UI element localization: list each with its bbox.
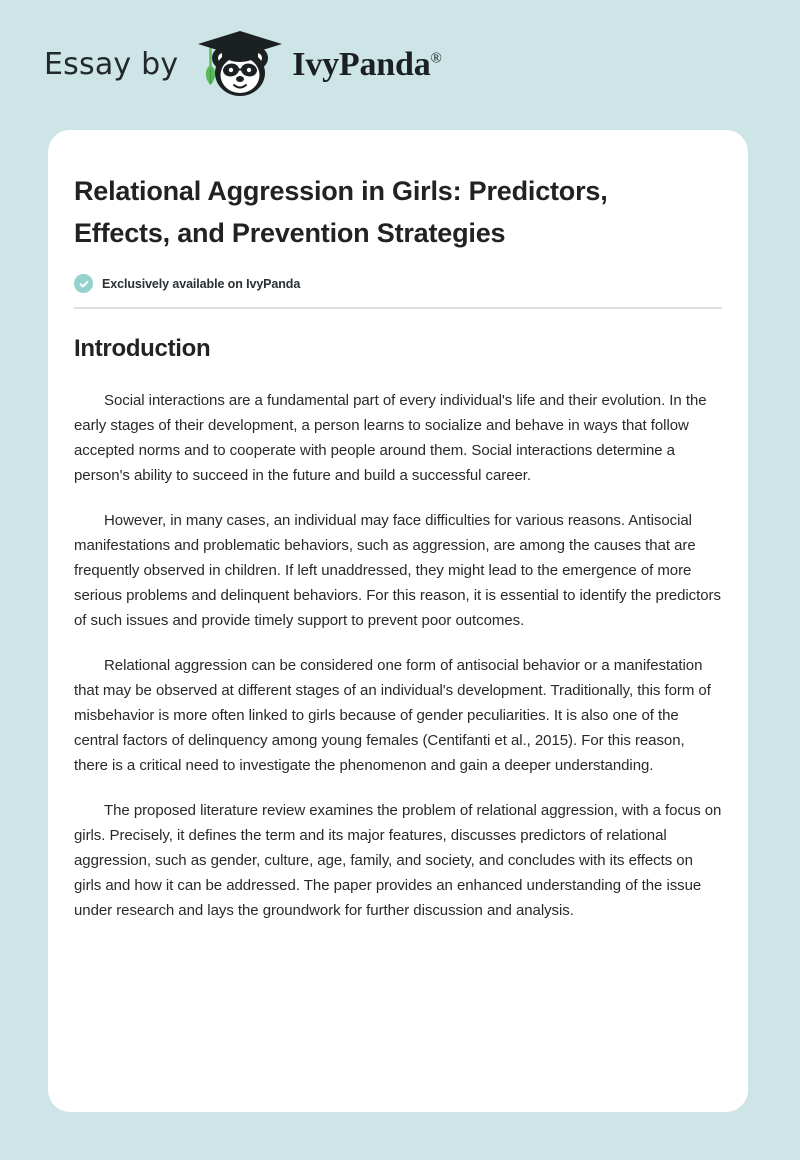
ivypanda-panda-graduate-logo-icon [194,29,286,101]
essay-paper-card [48,130,748,1112]
wordmark-text: IvyPanda [292,46,431,83]
essay-by-label: Essay by [44,47,179,82]
ivypanda-logo-link[interactable] [194,29,441,101]
status-badge [74,274,722,293]
paragraph: Relational aggression can be considered one form of antisocial behavior or a manifestation that may be observed at different stages of an individual's development. Traditionally, this form of misbehavior is more often linked to girls because of gender peculiarities. It is also one of the central factors of delinquency among young females (Centifanti et al., 2015). For this reason, there is a critical need to investigate the phenomenon and gain a deeper understanding. [74,656,711,774]
check-circle-icon [74,274,93,293]
status-badge-label: Exclusively available on IvyPanda [102,276,301,291]
paragraph: The proposed literature review examines the problem of relational aggression, with a focus on girls. Precisely, it defines the term and its major features, discusses predictors of relational aggression, such as gender, culture, age, family, and society, and concludes with its effects on girls and how it can be addressed. The paper provides an enhanced understanding of the issue under research and lays the groundwork for further discussion and analysis. [74,801,722,919]
page-title: Relational Aggression in Girls: Predictors, Effects, and Prevention Strategies [74,176,608,248]
divider [74,307,722,309]
paragraph: However, in many cases, an individual may face difficulties for various reasons. Antisocial manifestations and problematic behaviors, such as aggression, are among the causes that are frequently observed in children. If left unaddressed, they might lead to the emergence of more serious problems and delinquent behaviors. For this reason, it is essential to identify the predictors of such issues and provide timely support to prevent poor outcomes. [74,511,721,629]
brand-header [0,0,800,130]
paragraph: Social interactions are a fundamental part of every individual's life and their evolution. In the early stages of their development, a person learns to socialize and behave in ways that follow accepted norms and to cooperate with people around them. Social interactions determine a person's ability to succeed in the future and build a successful career. [74,391,707,484]
ivypanda-wordmark [292,48,441,82]
registered-trademark-symbol: ® [430,50,442,67]
section-body-introduction [74,388,722,923]
section-heading-introduction: Introduction [74,335,211,362]
